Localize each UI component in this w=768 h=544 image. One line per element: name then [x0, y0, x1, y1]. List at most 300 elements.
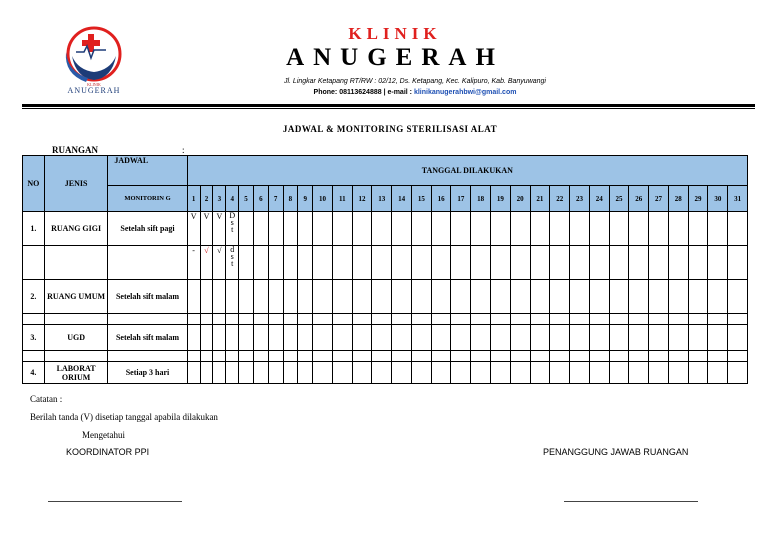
empty-cell[interactable]: [609, 351, 629, 362]
header-divider-thick: [22, 104, 755, 107]
empty-cell[interactable]: [708, 246, 728, 280]
empty-cell[interactable]: [332, 246, 352, 280]
empty-cell[interactable]: [431, 212, 451, 246]
empty-cell[interactable]: [313, 325, 333, 351]
coordinator-signature-line: [48, 501, 182, 502]
ruangan-label: RUANGAN: [52, 145, 98, 155]
empty-cell[interactable]: [728, 351, 748, 362]
empty-cell[interactable]: [451, 351, 471, 362]
empty-cell[interactable]: [392, 351, 412, 362]
empty-cell[interactable]: [471, 280, 491, 314]
dst-letter: D: [229, 211, 236, 220]
empty-cell[interactable]: [510, 351, 530, 362]
empty-cell[interactable]: [411, 325, 431, 351]
day-header: 3: [213, 186, 226, 212]
day-header: 17: [451, 186, 471, 212]
empty-cell[interactable]: [352, 362, 372, 384]
day-header: 6: [253, 186, 268, 212]
empty-cell[interactable]: [570, 246, 590, 280]
empty-cell[interactable]: [728, 246, 748, 280]
empty-cell[interactable]: [708, 351, 728, 362]
empty-cell[interactable]: [372, 280, 392, 314]
empty-cell[interactable]: [411, 351, 431, 362]
empty-cell[interactable]: [200, 351, 213, 362]
empty-cell[interactable]: [352, 246, 372, 280]
empty-cell[interactable]: [226, 280, 239, 314]
empty-cell[interactable]: [708, 314, 728, 325]
empty-cell[interactable]: [649, 314, 669, 325]
empty-cell[interactable]: [668, 314, 688, 325]
empty-cell[interactable]: [283, 325, 298, 351]
day-header: 2: [200, 186, 213, 212]
header-divider-thin: [22, 108, 755, 109]
empty-cell[interactable]: [649, 212, 669, 246]
empty-cell[interactable]: [187, 325, 200, 351]
empty-cell[interactable]: [253, 314, 268, 325]
empty-cell[interactable]: [530, 246, 550, 280]
room-name: UGD: [44, 325, 108, 351]
header-monitoring: MONITORIN G: [108, 186, 187, 212]
empty-cell[interactable]: [253, 212, 268, 246]
empty-cell[interactable]: [530, 314, 550, 325]
dst-letter: t: [231, 259, 234, 268]
empty-cell[interactable]: [609, 280, 629, 314]
empty-cell[interactable]: [530, 362, 550, 384]
empty-cell[interactable]: [728, 280, 748, 314]
clinic-address: Jl. Lingkar Ketapang RT/RW : 02/12, Ds. Ketapang, Kec. Kalipuro, Kab. Banyuwangi: [283, 78, 546, 85]
header-tanggal: TANGGAL DILAKUKAN: [187, 156, 747, 186]
empty-cell[interactable]: [392, 362, 412, 384]
empty-cell[interactable]: [372, 325, 392, 351]
empty-cell[interactable]: [372, 246, 392, 280]
day-header: 8: [283, 186, 298, 212]
empty-cell[interactable]: [589, 246, 609, 280]
clinic-contact: [230, 89, 600, 96]
empty-cell[interactable]: [392, 325, 412, 351]
empty-cell[interactable]: [332, 280, 352, 314]
empty-cell: [108, 246, 187, 280]
empty-cell[interactable]: [313, 314, 333, 325]
empty-cell[interactable]: [313, 362, 333, 384]
day-header: 4: [226, 186, 239, 212]
empty-cell[interactable]: [629, 314, 649, 325]
empty-cell[interactable]: [609, 314, 629, 325]
empty-cell[interactable]: [510, 325, 530, 351]
empty-cell[interactable]: [283, 351, 298, 362]
coordinator-label: KOORDINATOR PPI: [66, 447, 150, 457]
empty-cell[interactable]: [728, 314, 748, 325]
empty-cell[interactable]: [392, 212, 412, 246]
clinic-name: ANUGERAH: [286, 44, 504, 71]
ruangan-colon: :: [182, 145, 185, 155]
day-header: 13: [372, 186, 392, 212]
empty-cell[interactable]: [668, 351, 688, 362]
empty-cell[interactable]: [668, 362, 688, 384]
empty-cell[interactable]: [352, 351, 372, 362]
empty-cell[interactable]: [213, 362, 226, 384]
empty-cell[interactable]: [332, 351, 352, 362]
day-header: 12: [352, 186, 372, 212]
empty-cell[interactable]: [589, 212, 609, 246]
empty-cell[interactable]: [372, 351, 392, 362]
empty-cell: [44, 246, 108, 280]
day-header: 23: [570, 186, 590, 212]
empty-cell[interactable]: [688, 362, 708, 384]
schedule-text: Setelah sift malam: [108, 280, 187, 314]
empty-cell[interactable]: [200, 280, 213, 314]
empty-cell[interactable]: [431, 246, 451, 280]
empty-cell[interactable]: [239, 280, 254, 314]
empty-cell[interactable]: [372, 212, 392, 246]
table-row: [23, 362, 768, 384]
empty-cell[interactable]: [372, 314, 392, 325]
empty-cell[interactable]: [253, 246, 268, 280]
row-number: 2.: [23, 280, 45, 314]
empty-cell[interactable]: [688, 212, 708, 246]
logo-small-text: KLINIK: [87, 82, 101, 87]
empty-cell[interactable]: [708, 325, 728, 351]
mark-cell[interactable]: V: [187, 212, 200, 246]
empty-cell: [44, 314, 108, 325]
empty-cell[interactable]: [688, 325, 708, 351]
empty-cell[interactable]: [491, 362, 511, 384]
empty-cell[interactable]: [530, 351, 550, 362]
table-row: [23, 246, 768, 280]
empty-cell[interactable]: [589, 280, 609, 314]
empty-cell[interactable]: [728, 362, 748, 384]
empty-cell[interactable]: [649, 246, 669, 280]
empty-cell[interactable]: [491, 246, 511, 280]
schedule-text: Setelah sift pagi: [108, 212, 187, 246]
empty-cell[interactable]: [298, 351, 313, 362]
empty-cell[interactable]: [352, 325, 372, 351]
empty-cell[interactable]: [570, 362, 590, 384]
day-header: 28: [668, 186, 688, 212]
empty-cell[interactable]: [411, 212, 431, 246]
empty-cell[interactable]: [550, 362, 570, 384]
empty-cell[interactable]: [187, 362, 200, 384]
empty-cell[interactable]: [213, 280, 226, 314]
empty-cell[interactable]: [268, 351, 283, 362]
room-officer-label: PENANGGUNG JAWAB RUANGAN: [543, 447, 689, 457]
check-mark-cell[interactable]: √: [200, 246, 213, 280]
mark-cell[interactable]: V: [200, 212, 213, 246]
empty-cell[interactable]: [668, 325, 688, 351]
empty-cell[interactable]: [187, 280, 200, 314]
room-name: RUANG GIGI: [44, 212, 108, 246]
empty-cell[interactable]: [253, 362, 268, 384]
empty-cell[interactable]: [411, 246, 431, 280]
empty-cell[interactable]: [510, 212, 530, 246]
empty-cell[interactable]: [668, 246, 688, 280]
day-header: 27: [649, 186, 669, 212]
empty-cell[interactable]: [332, 362, 352, 384]
logo-text: ANUGERAH: [67, 86, 121, 95]
empty-cell: [23, 351, 45, 362]
empty-cell: [108, 351, 187, 362]
empty-cell[interactable]: [451, 314, 471, 325]
empty-cell[interactable]: [253, 280, 268, 314]
day-header: 15: [411, 186, 431, 212]
empty-cell[interactable]: [629, 246, 649, 280]
header-jenis: JENIS: [44, 156, 108, 212]
empty-cell[interactable]: [226, 351, 239, 362]
table-spacer-row: [23, 351, 768, 362]
day-header: 30: [708, 186, 728, 212]
dst-letter: s: [230, 252, 234, 261]
header-jadwal: JADWAL: [108, 156, 187, 186]
empty-cell[interactable]: [708, 280, 728, 314]
empty-cell[interactable]: [570, 212, 590, 246]
mark-cell[interactable]: V: [213, 212, 226, 246]
dst-letter: d: [230, 245, 235, 254]
empty-cell[interactable]: [570, 280, 590, 314]
empty-cell[interactable]: [313, 246, 333, 280]
empty-cell[interactable]: [471, 212, 491, 246]
empty-cell[interactable]: [411, 314, 431, 325]
empty-cell[interactable]: [213, 325, 226, 351]
empty-cell[interactable]: [728, 212, 748, 246]
empty-cell[interactable]: [268, 246, 283, 280]
empty-cell[interactable]: [239, 314, 254, 325]
empty-cell[interactable]: [352, 314, 372, 325]
empty-cell[interactable]: [431, 325, 451, 351]
empty-cell[interactable]: [550, 314, 570, 325]
empty-cell[interactable]: [649, 362, 669, 384]
empty-cell[interactable]: [550, 325, 570, 351]
empty-cell[interactable]: [431, 314, 451, 325]
empty-cell[interactable]: [688, 280, 708, 314]
empty-cell[interactable]: [213, 351, 226, 362]
empty-cell[interactable]: [283, 246, 298, 280]
empty-cell[interactable]: [352, 280, 372, 314]
empty-cell[interactable]: [187, 351, 200, 362]
empty-cell[interactable]: [200, 314, 213, 325]
empty-cell[interactable]: [471, 314, 491, 325]
day-header: 14: [392, 186, 412, 212]
empty-cell[interactable]: [298, 280, 313, 314]
empty-cell[interactable]: [688, 351, 708, 362]
empty-cell[interactable]: [451, 246, 471, 280]
empty-cell[interactable]: [313, 212, 333, 246]
empty-cell[interactable]: [728, 325, 748, 351]
table-row: [23, 325, 768, 351]
empty-cell[interactable]: [200, 325, 213, 351]
empty-cell[interactable]: [629, 362, 649, 384]
empty-cell[interactable]: [332, 314, 352, 325]
empty-cell[interactable]: [239, 351, 254, 362]
empty-cell[interactable]: [268, 325, 283, 351]
mark-cell-dst[interactable]: [226, 246, 239, 280]
empty-cell[interactable]: [708, 212, 728, 246]
schedule-text: Setiap 3 hari: [108, 362, 187, 384]
empty-cell[interactable]: [570, 314, 590, 325]
row-number: 3.: [23, 325, 45, 351]
empty-cell[interactable]: [411, 280, 431, 314]
empty-cell[interactable]: [253, 351, 268, 362]
empty-cell[interactable]: [239, 325, 254, 351]
empty-cell[interactable]: [283, 314, 298, 325]
day-header: 22: [550, 186, 570, 212]
empty-cell[interactable]: [649, 351, 669, 362]
empty-cell[interactable]: [392, 314, 412, 325]
phone-text: Phone: 08113624888 | e-mail :: [313, 89, 414, 96]
empty-cell[interactable]: [268, 362, 283, 384]
empty-cell[interactable]: [372, 362, 392, 384]
day-header: 31: [728, 186, 748, 212]
room-name: RUANG UMUM: [44, 280, 108, 314]
table-row: [23, 280, 768, 314]
day-header: 11: [332, 186, 352, 212]
row-number: 1.: [23, 212, 45, 246]
empty-cell[interactable]: [708, 362, 728, 384]
empty-cell[interactable]: [609, 325, 629, 351]
document-title: JADWAL & MONITORING STERILISASI ALAT: [282, 124, 498, 134]
empty-cell[interactable]: [451, 325, 471, 351]
empty-cell[interactable]: [283, 280, 298, 314]
empty-cell[interactable]: [530, 212, 550, 246]
empty-cell[interactable]: [609, 246, 629, 280]
empty-cell[interactable]: [431, 351, 451, 362]
empty-cell[interactable]: [213, 314, 226, 325]
empty-cell[interactable]: [471, 246, 491, 280]
day-header-row: [23, 186, 768, 212]
schedule-text: Setelah sift malam: [108, 325, 187, 351]
day-header: 5: [239, 186, 254, 212]
day-header: 18: [471, 186, 491, 212]
empty-cell[interactable]: [187, 314, 200, 325]
empty-cell[interactable]: [491, 212, 511, 246]
empty-cell[interactable]: [570, 325, 590, 351]
empty-cell[interactable]: [298, 325, 313, 351]
empty-cell[interactable]: [629, 280, 649, 314]
empty-cell[interactable]: [268, 314, 283, 325]
empty-cell[interactable]: [589, 362, 609, 384]
empty-cell[interactable]: [451, 280, 471, 314]
empty-cell[interactable]: [239, 246, 254, 280]
sterilization-schedule-table: [22, 155, 768, 384]
empty-cell[interactable]: [550, 246, 570, 280]
empty-cell[interactable]: [589, 351, 609, 362]
empty-cell[interactable]: [298, 246, 313, 280]
empty-cell[interactable]: [668, 280, 688, 314]
empty-cell[interactable]: [352, 212, 372, 246]
day-header: 7: [268, 186, 283, 212]
day-header: 9: [298, 186, 313, 212]
empty-cell[interactable]: [629, 212, 649, 246]
empty-cell[interactable]: [649, 280, 669, 314]
empty-cell[interactable]: [491, 280, 511, 314]
empty-cell[interactable]: [283, 362, 298, 384]
empty-cell[interactable]: [313, 280, 333, 314]
clinic-label: KLINIK: [348, 24, 442, 43]
empty-cell[interactable]: [510, 246, 530, 280]
dst-letter: s: [230, 218, 234, 227]
empty-cell[interactable]: [298, 362, 313, 384]
check-mark-cell[interactable]: √: [213, 246, 226, 280]
empty-cell[interactable]: [589, 314, 609, 325]
mark-cell[interactable]: -: [187, 246, 200, 280]
empty-cell[interactable]: [609, 362, 629, 384]
empty-cell[interactable]: [491, 351, 511, 362]
day-header: 21: [530, 186, 550, 212]
empty-cell[interactable]: [510, 280, 530, 314]
note-instruction: Berilah tanda (V) disetiap tanggal apabila dilakukan: [30, 412, 218, 422]
empty-cell[interactable]: [471, 325, 491, 351]
empty-cell: [23, 314, 45, 325]
empty-cell[interactable]: [570, 351, 590, 362]
empty-cell[interactable]: [226, 362, 239, 384]
empty-cell[interactable]: [253, 325, 268, 351]
empty-cell[interactable]: [609, 212, 629, 246]
empty-cell[interactable]: [510, 314, 530, 325]
empty-cell[interactable]: [550, 351, 570, 362]
day-header: 29: [688, 186, 708, 212]
empty-cell[interactable]: [392, 280, 412, 314]
empty-cell: [23, 246, 45, 280]
row-number: 4.: [23, 362, 45, 384]
empty-cell[interactable]: [226, 314, 239, 325]
acknowledged-label: Mengetahui: [82, 430, 125, 440]
empty-cell[interactable]: [649, 325, 669, 351]
empty-cell[interactable]: [589, 325, 609, 351]
day-header: 16: [431, 186, 451, 212]
day-header: 26: [629, 186, 649, 212]
empty-cell[interactable]: [431, 280, 451, 314]
mark-cell-dst[interactable]: [226, 212, 239, 246]
day-header: 20: [510, 186, 530, 212]
empty-cell[interactable]: [226, 325, 239, 351]
empty-cell[interactable]: [491, 325, 511, 351]
empty-cell: [108, 314, 187, 325]
note-label: Catatan :: [30, 394, 63, 404]
dst-letter: t: [231, 225, 234, 234]
empty-cell[interactable]: [332, 325, 352, 351]
empty-cell[interactable]: [298, 212, 313, 246]
empty-cell[interactable]: [629, 351, 649, 362]
empty-cell[interactable]: [688, 314, 708, 325]
empty-cell[interactable]: [313, 351, 333, 362]
empty-cell[interactable]: [411, 362, 431, 384]
empty-cell[interactable]: [283, 212, 298, 246]
empty-cell[interactable]: [239, 212, 254, 246]
empty-cell[interactable]: [451, 362, 471, 384]
empty-cell[interactable]: [268, 280, 283, 314]
empty-cell[interactable]: [268, 212, 283, 246]
empty-cell[interactable]: [688, 246, 708, 280]
empty-cell[interactable]: [431, 362, 451, 384]
empty-cell[interactable]: [629, 325, 649, 351]
empty-cell[interactable]: [668, 212, 688, 246]
empty-cell[interactable]: [550, 212, 570, 246]
day-header: 1: [187, 186, 200, 212]
empty-cell[interactable]: [392, 246, 412, 280]
empty-cell[interactable]: [451, 212, 471, 246]
room-officer-signature-line: [564, 501, 698, 502]
empty-cell[interactable]: [550, 280, 570, 314]
empty-cell[interactable]: [471, 362, 491, 384]
empty-cell[interactable]: [200, 362, 213, 384]
empty-cell[interactable]: [332, 212, 352, 246]
empty-cell[interactable]: [491, 314, 511, 325]
empty-cell[interactable]: [298, 314, 313, 325]
empty-cell[interactable]: [530, 325, 550, 351]
empty-cell[interactable]: [239, 362, 254, 384]
table-row: [23, 212, 768, 246]
empty-cell[interactable]: [471, 351, 491, 362]
empty-cell[interactable]: [510, 362, 530, 384]
empty-cell[interactable]: [530, 280, 550, 314]
